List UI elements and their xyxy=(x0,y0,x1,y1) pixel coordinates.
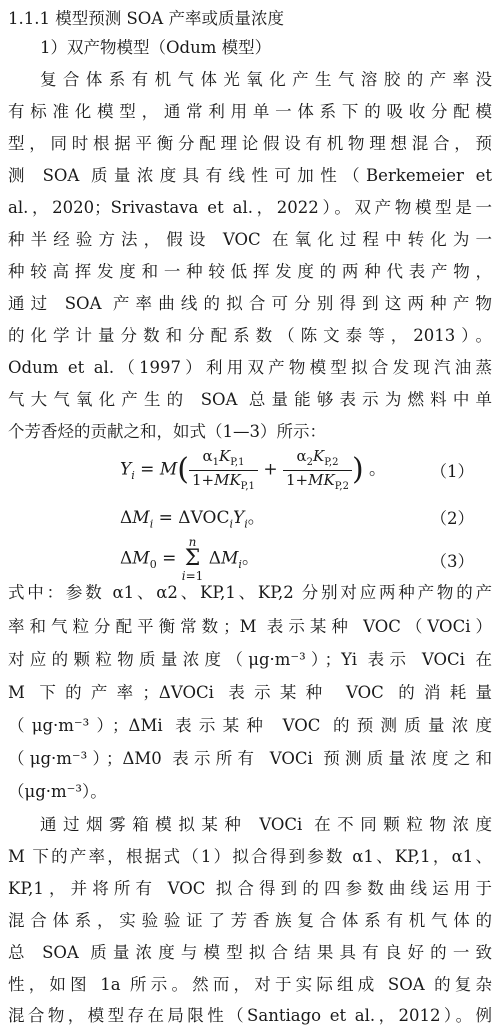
text-line: 性，如图 1a 所示。然而，对于实际组成 SOA 的复杂 xyxy=(8,975,492,994)
text-line: 测 SOA 质量浓度具有线性可加性（Berkemeier et xyxy=(8,166,492,185)
text-line: M 下的产率；ΔVOCi 表示某种 VOC 的消耗量 xyxy=(8,683,492,702)
text-line: 对应的颗粒物质量浓度（μg·m⁻³）；Yi 表示 VOCi 在 xyxy=(8,650,492,669)
text-line: 种较高挥发度和一种较低挥发度的两种代表产物， xyxy=(8,262,492,281)
text-line: al.，2020；Srivastava et al.，2022）。双产物模型是一 xyxy=(8,198,492,217)
equation-1-number: （1） xyxy=(430,462,474,481)
text-line: M 下的产率，根据式（1）拟合得到参数 α1、KP,1，α1、 xyxy=(8,847,492,866)
text-line: KP,1，并将所有 VOC 拟合得到的四参数曲线运用于 xyxy=(8,879,492,898)
text-line: 式中：参数 α1、α2、KP,1、KP,2 分别对应两种产物的产 xyxy=(8,583,492,602)
text-line: 混合体系，实验验证了芳香族复合体系有机气体的 xyxy=(8,911,492,930)
text-line: （μg·m⁻³）；ΔMi 表示某种 VOC 的预测质量浓度 xyxy=(8,716,492,735)
equation-2-number: （2） xyxy=(430,509,474,528)
text-line: 有标准化模型，通常利用单一体系下的吸收分配模 xyxy=(8,102,492,121)
text-line: 型，同时根据平衡分配理论假设有机物理想混合，预 xyxy=(8,134,492,153)
equation-1: $Y_i = M$( $\frac{\alpha_1K_{P,1}}{1+MK_{P,1}}$ + $\frac{\alpha_2K_{P,2}}{1+MK_{P,2}}$ ) 。 xyxy=(120,447,387,492)
text-line: 的化学计量分数和分配系数（陈文泰等，2013）。 xyxy=(8,326,492,345)
section-heading: 1.1.1 模型预测 SOA 产率或质量浓度 xyxy=(8,9,284,28)
text-line: 混合物，模型存在局限性（Santiago et al.，2012）。例 xyxy=(8,1006,492,1025)
text-line: 总 SOA 质量浓度与模型拟合结果具有良好的一致 xyxy=(8,943,492,962)
text-line: （μg·m⁻³）；ΔM0 表示所有 VOCi 预测质量浓度之和 xyxy=(8,749,492,768)
text-line: （μg·m⁻³）。 xyxy=(8,782,107,801)
text-line: 个芳香烃的贡献之和，如式（1—3）所示： xyxy=(8,422,326,441)
text-line: 率和气粒分配平衡常数；M 表示某种 VOC（VOCi） xyxy=(8,617,492,636)
equation-3-number: （3） xyxy=(430,552,474,571)
text-line: 通过烟雾箱模拟某种 VOCi 在不同颗粒物浓度 xyxy=(40,815,492,834)
equation-2: $\Delta M_i = \Delta VOC_iY_i$。 xyxy=(120,508,265,531)
text-line: 种半经验方法，假设 VOC 在氧化过程中转化为一 xyxy=(8,230,492,249)
text-line: Odum et al.（1997）利用双产物模型拟合发现汽油蒸 xyxy=(8,358,492,377)
subsection-heading: 1）双产物模型（Odum 模型） xyxy=(40,38,272,57)
equation-3: $\Delta M_0$ = n Σ i=1 $\Delta M_i$。 xyxy=(120,535,259,583)
text-line: 通过 SOA 产率曲线的拟合可分别得到这两种产物 xyxy=(8,294,492,313)
text-line: 复合体系有机气体光氧化产生气溶胶的产率没 xyxy=(40,70,492,89)
text-line: 气大气氧化产生的 SOA 总量能够表示为燃料中单 xyxy=(8,390,492,409)
